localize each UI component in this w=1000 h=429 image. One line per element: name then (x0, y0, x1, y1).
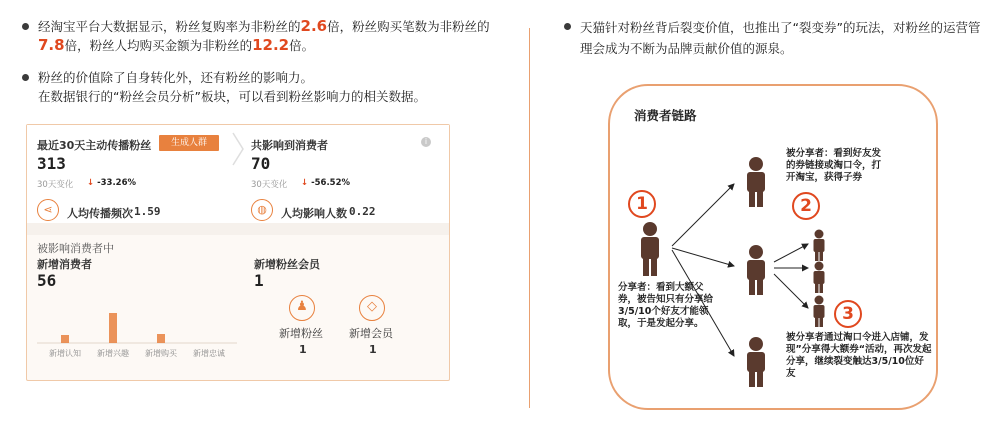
down-arrow-icon: ↓ (87, 178, 95, 188)
active-fans-title: 最近30天主动传播粉丝 (37, 139, 152, 152)
active-fans-change-label: 30天变化 (37, 180, 74, 190)
bar-3 (157, 334, 165, 343)
arrow-to-sub-1 (774, 244, 808, 262)
new-fans-label: 新增粉丝 (279, 327, 323, 340)
bullet-dot-icon (22, 74, 29, 81)
sharer-description: 分享者：看到大额父券，被告知只有分享给3/5/10个好友才能领取，于是发起分享。 (618, 282, 714, 329)
bar-1 (61, 335, 69, 343)
active-fans-value: 313 (37, 154, 66, 173)
influence-count-label: 人均影响人数 (281, 207, 347, 220)
share-store-description: 被分享者通过淘口令进入店铺，发现”分享得大额券“活动，再次发起分享，继续裂变触达3/5/10位好友 (786, 332, 932, 379)
section-title: 被影响消费者中 (37, 242, 114, 255)
new-members-icon: ◇ (359, 295, 385, 321)
new-members-label: 新增会员 (349, 327, 393, 340)
share-frequency-value: 1.59 (134, 205, 161, 218)
fan-influence-dashboard (26, 124, 450, 381)
friend-person-icon (747, 337, 765, 387)
share-frequency-label: 人均传播频次 (67, 207, 133, 220)
new-fan-members-label: 新增粉丝会员 (254, 258, 320, 271)
step-2-badge: 2 (792, 192, 820, 220)
sub-friend-person-icon (814, 262, 825, 294)
influenced-consumers-value: 70 (251, 154, 271, 173)
x-tick-label: 新增兴趣 (97, 349, 129, 358)
consumer-chain-diagram (608, 84, 938, 410)
sub-friend-person-icon (814, 230, 825, 262)
friend-person-icon (747, 245, 765, 295)
generate-crowd-button[interactable]: 生成人群 (159, 135, 219, 151)
diagram-title: 消费者链路 (634, 108, 697, 123)
vertical-divider (529, 28, 530, 408)
arrow-to-friend-top (672, 184, 734, 246)
influenced-change: ↓ -56.52% (301, 178, 351, 188)
active-fans-change: ↓ -33.26% (87, 178, 137, 188)
bullet-dot-icon (22, 23, 29, 30)
sub-friend-person-icon (814, 296, 825, 328)
new-consumers-value: 56 (37, 271, 57, 290)
x-tick-label: 新增认知 (49, 349, 81, 358)
bullet-repurchase: 经淘宝平台大数据显示，粉丝复购率为非粉丝的2.6倍，粉丝购买笔数为非粉丝的 7.8倍，粉丝人均购买金额为非粉丝的12.2倍。 (38, 17, 508, 55)
new-consumers-bar-chart (27, 125, 247, 380)
x-tick-label: 新增忠诚 (193, 349, 225, 358)
step-1-badge: 1 (628, 190, 656, 218)
new-members-value: 1 (369, 343, 377, 356)
arrow-to-sub-3 (774, 274, 808, 308)
bullet-fission-coupon: 天猫针对粉丝背后裂变价值，也推出了“裂变券”的玩法，对粉丝的运营管理会成为不断为品牌贡献价值的源泉。 (580, 17, 985, 59)
sharer-person-icon (641, 222, 659, 276)
new-consumers-label: 新增消费者 (37, 258, 92, 271)
info-icon[interactable]: i (421, 137, 431, 147)
share-icon: ⋖ (37, 199, 59, 221)
bullet-dot-icon (564, 23, 571, 30)
influence-count-value: 0.22 (349, 205, 376, 218)
bullet-influence: 粉丝的价值除了自身转化外，还有粉丝的影响力。 在数据银行的“粉丝会员分析”板块，可以看到粉丝影响力的相关数据。 (38, 68, 508, 106)
person-influence-icon: ◍ (251, 199, 273, 221)
new-fans-value: 1 (299, 343, 307, 356)
new-fans-icon: ♟ (289, 295, 315, 321)
influenced-change-label: 30天变化 (251, 180, 288, 190)
step-3-badge: 3 (834, 300, 862, 328)
arrow-to-friend-mid (672, 248, 734, 266)
new-fan-members-value: 1 (254, 271, 264, 290)
down-arrow-icon: ↓ (301, 178, 309, 188)
friend-person-icon (747, 157, 765, 207)
x-tick-label: 新增购买 (145, 349, 177, 358)
bar-2 (109, 313, 117, 343)
influenced-consumers-title: 共影响到消费者 (251, 139, 328, 152)
friend-description: 被分享者：看到好友发的券链接或淘口令，打开淘宝，获得子券 (786, 148, 882, 183)
